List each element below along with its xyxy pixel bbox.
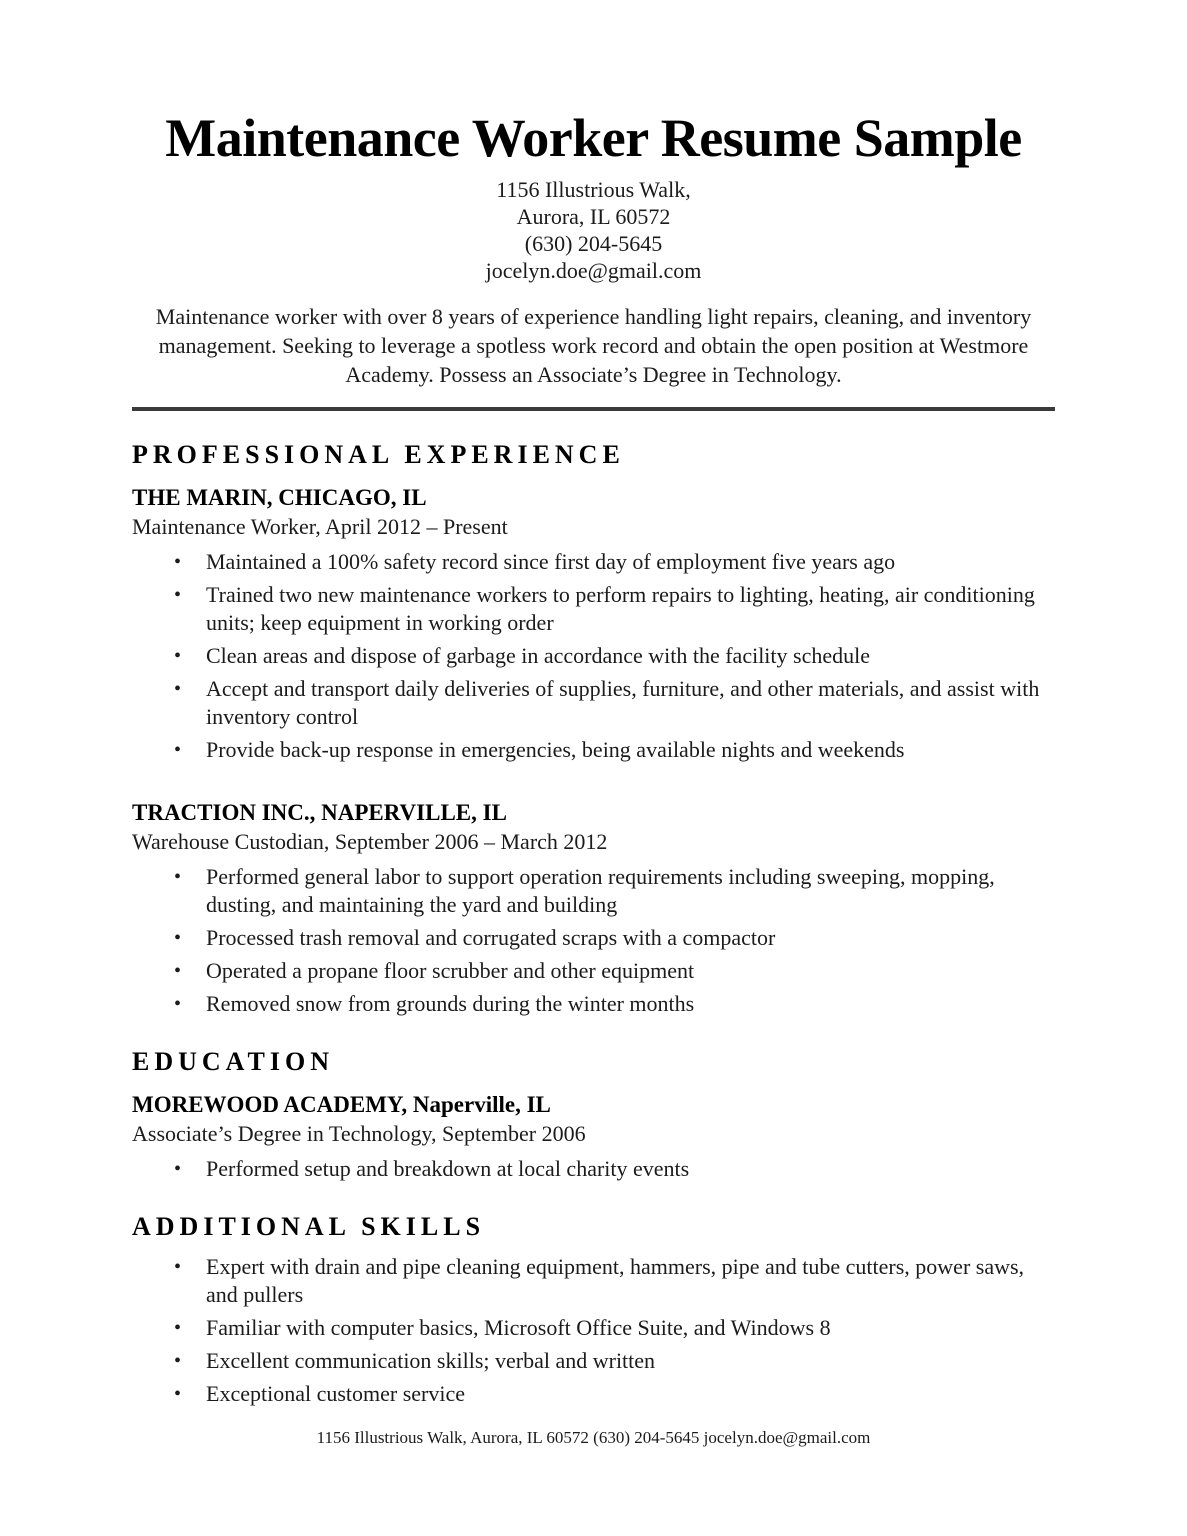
contact-info: [132, 176, 1055, 284]
experience-entry-the-marin: [132, 485, 1055, 764]
contact-street: 1156 Illustrious Walk,: [496, 177, 691, 202]
education-entry-morewood-academy: [132, 1092, 1055, 1183]
bullet-item: • Clean areas and dispose of garbage in accordance with the facility schedule: [132, 642, 1055, 670]
bullet-list: [132, 863, 1055, 1018]
page-title: Maintenance Worker Resume Sample: [165, 108, 1022, 168]
section-heading-education: EDUCATION: [132, 1047, 334, 1076]
role-and-dates: Warehouse Custodian, September 2006 – March 2012: [132, 829, 608, 854]
employer-name: TRACTION INC., NAPERVILLE, IL: [132, 800, 507, 825]
experience-entry-traction-inc: [132, 800, 1055, 1018]
section-professional-experience: [132, 441, 1055, 1018]
contact-phone: (630) 204-5645: [524, 231, 663, 256]
bullet-item: • Removed snow from grounds during the winter months: [132, 990, 1055, 1018]
bullet-item: • Expert with drain and pipe cleaning equipment, hammers, pipe and tube cutters, power saws, and pullers: [132, 1253, 1055, 1309]
bullet-item: • Provide back-up response in emergencies, being available nights and weekends: [132, 736, 1055, 764]
degree-and-dates: Associate’s Degree in Technology, September 2006: [132, 1121, 586, 1146]
employer-name: THE MARIN, CHICAGO, IL: [132, 485, 427, 510]
bullet-item: • Excellent communication skills; verbal and written: [132, 1347, 1055, 1375]
bullet-item: • Performed general labor to support operation requirements including sweeping, mopping, dusting, and maintaining the yard and building: [132, 863, 1055, 919]
bullet-list: [132, 1155, 1055, 1183]
page-footer: 1156 Illustrious Walk, Aurora, IL 60572 (630) 204-5645 jocelyn.doe@gmail.com: [316, 1428, 871, 1447]
bullet-item: • Accept and transport daily deliveries of supplies, furniture, and other materials, and assist with inventory control: [132, 675, 1055, 731]
bullet-item: • Performed setup and breakdown at local charity events: [132, 1155, 1055, 1183]
summary-paragraph: Maintenance worker with over 8 years of experience handling light repairs, cleaning, and inventory management. Seeking to leverage a spotless work record and obtain the open position at Westmore Academy. Possess an Associate’s Degree in Technology.: [155, 304, 1032, 387]
section-additional-skills: [132, 1213, 1055, 1408]
school-name: MOREWOOD ACADEMY, Naperville, IL: [132, 1092, 551, 1117]
section-heading-additional-skills: ADDITIONAL SKILLS: [132, 1212, 486, 1241]
bullet-item: • Processed trash removal and corrugated scraps with a compactor: [132, 924, 1055, 952]
bullet-item: • Operated a propane floor scrubber and other equipment: [132, 957, 1055, 985]
header-divider: [132, 407, 1055, 411]
bullet-item: • Trained two new maintenance workers to perform repairs to lighting, heating, air conditioning units; keep equipment in working order: [132, 581, 1055, 637]
bullet-item: • Familiar with computer basics, Microsoft Office Suite, and Windows 8: [132, 1314, 1055, 1342]
bullet-item: • Maintained a 100% safety record since first day of employment five years ago: [132, 548, 1055, 576]
contact-city: Aurora, IL 60572: [516, 204, 671, 229]
section-education: [132, 1048, 1055, 1183]
contact-email: jocelyn.doe@gmail.com: [485, 258, 702, 283]
bullet-item: • Exceptional customer service: [132, 1380, 1055, 1408]
bullet-list: [132, 548, 1055, 764]
section-heading-professional-experience: PROFESSIONAL EXPERIENCE: [132, 440, 625, 469]
role-and-dates: Maintenance Worker, April 2012 – Present: [132, 514, 508, 539]
bullet-list: [132, 1253, 1055, 1408]
